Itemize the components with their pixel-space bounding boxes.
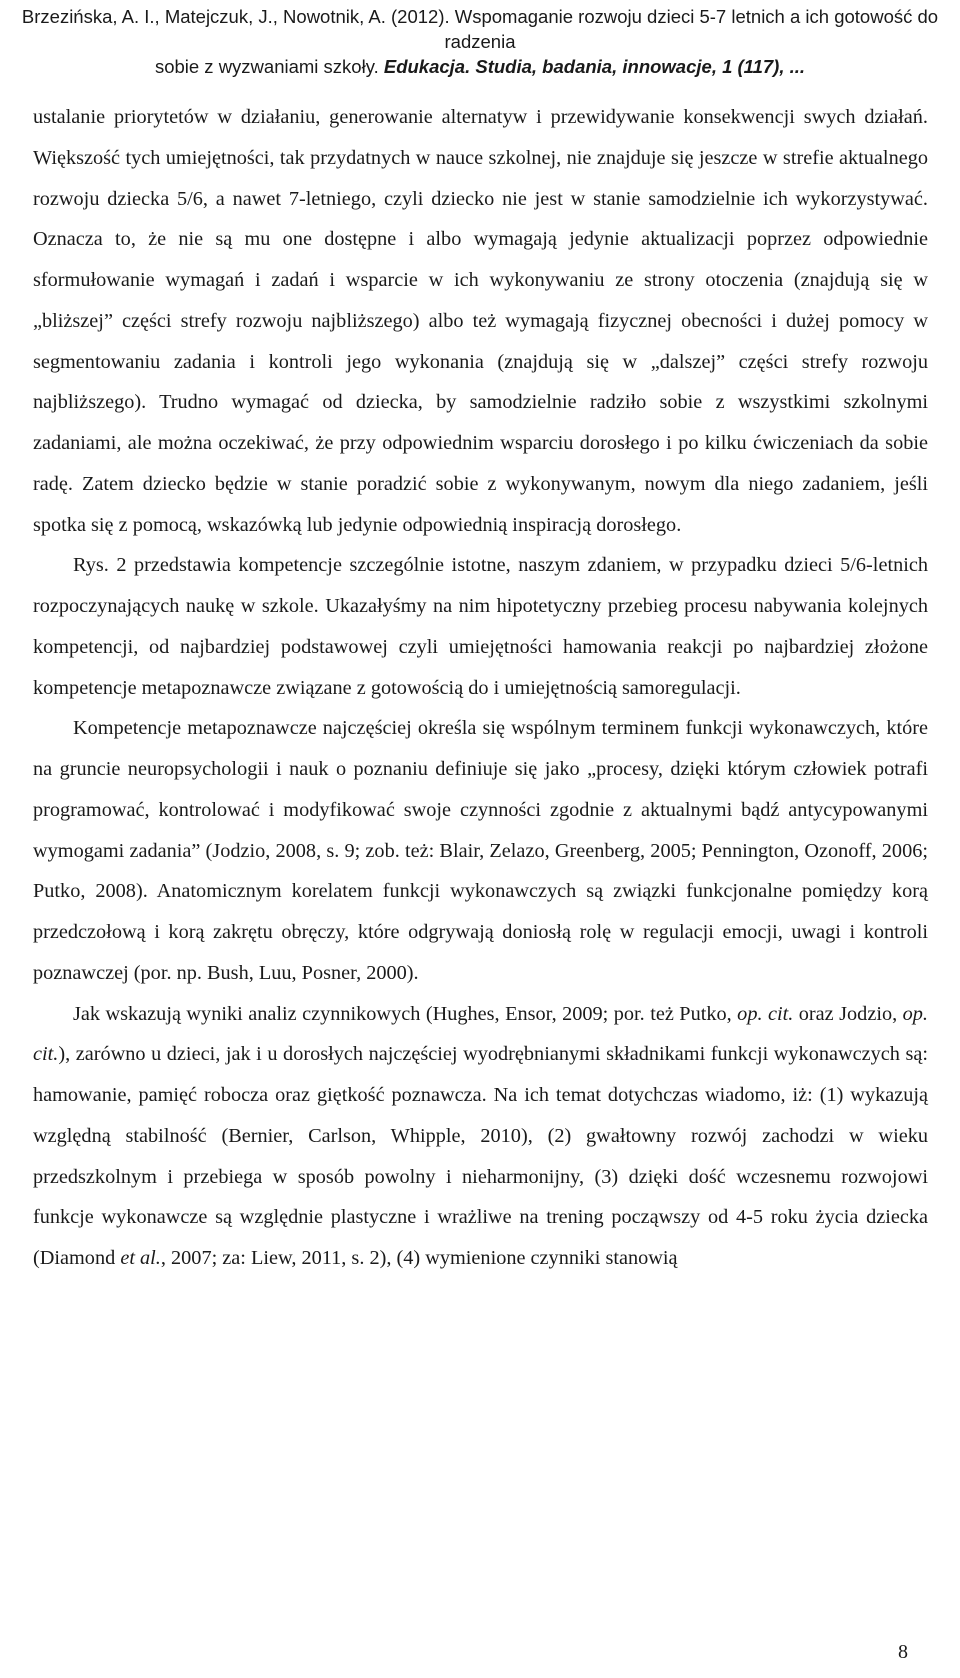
header-journal-title: Edukacja. Studia, badania, innowacje — [383, 56, 712, 77]
paragraph-4-citation-op-cit-1: op. cit. — [737, 1002, 794, 1025]
paragraph-4-text-1: Jak wskazują wyniki analiz czynnikowych (Hughes, Ensor, 2009; por. też Putko, — [73, 1002, 738, 1025]
paragraph-4 — [33, 994, 928, 1279]
paragraph-4-citation-op-cit-2: op. cit. — [33, 1002, 928, 1066]
paragraph-4-citation-et-al: et al. — [120, 1247, 161, 1269]
paragraph-2: Rys. 2 przedstawia kompetencje szczególnie istotne, naszym zdaniem, w przypadku dzieci 5/6-letnich rozpoczynających naukę w szkole. Ukazałyśmy na nim hipotetyczny przebieg procesu nabywania kolejnych kompetencji, od najbardziej podstawowej czyli umiejętności hamowania reakcji po najbardziej złożone kompetencje metapoznawcze związane z gotowością do i umiejętnością samoregulacji. — [33, 554, 928, 699]
paragraph-4-text-3: ), zarówno u dzieci, jak i u dorosłych najczęściej wyodrębnianymi składnikami funkcji wykonawczych są: hamowanie, pamięć robocza oraz giętkość poznawcza. Na ich temat dotychczas wiadomo, iż: (1) wykazują względną stabilność (Bernier, Carlson, Whipple, 2010), (2) gwałtowny rozwój zachodzi w wieku przedszkolnym i przebiega w sposób powolny i nieharmonijny, (3) dzięki dość wczesnemu rozwojowi funkcje wykonawcze są względnie plastyczne i wrażliwe na trening począwszy od 4-5 roku życia dziecka (Diamond — [33, 1043, 928, 1269]
article-body — [33, 97, 928, 1279]
header-citation-line-1: Brzezińska, A. I., Matejczuk, J., Nowotnik, A. (2012). Wspomaganie rozwoju dzieci 5-7 letnich a ich gotowość do radzenia — [21, 6, 939, 52]
paragraph-1: ustalanie priorytetów w działaniu, generowanie alternatyw i przewidywanie konsekwencji swych działań. Większość tych umiejętności, tak przydatnych w nauce szkolnej, nie znajduje się jeszcze w strefie aktualnego rozwoju dziecka 5/6, a nawet 7-letniego, czyli dziecko nie jest w stanie samodzielnie ich wykorzystywać. Oznacza to, że nie są mu one dostępne i albo wymagają jedynie aktualizacji poprzez odpowiednie sformułowanie wymagań i zadań i wsparcie w ich wykonywaniu ze strony otoczenia (znajdują się w „bliższej” części strefy rozwoju najbliższego) albo też wymagają fizycznej obecności i dużej pomocy w segmentowaniu zadania i kontroli jego wykonania (znajdują się w „dalszej” części strefy rozwoju najbliższego). Trudno wymagać od dziecka, by samodzielnie radziło sobie z wszystkimi szkolnymi zadaniami, ale można oczekiwać, że przy odpowiednim wsparciu dorosłego i po kilku ćwiczeniach da sobie radę. Zatem dziecko będzie w stanie poradzić sobie z wykonywanym, nowym dla niego zadaniem, jeśli spotka się z pomocą, wskazówką lub jedynie odpowiednią inspiracją dorosłego. — [33, 106, 928, 536]
header-journal-issue: , 1 (117), ... — [711, 56, 806, 77]
header-citation-line-2 — [0, 54, 960, 79]
paragraph-4-text-2: oraz Jodzio, — [793, 1002, 903, 1025]
running-header — [0, 4, 960, 79]
header-citation-plain: sobie z wyzwaniami szkoły. — [154, 56, 384, 77]
paragraph-3: Kompetencje metapoznawcze najczęściej określa się wspólnym terminem funkcji wykonawczych, które na gruncie neuropsychologii i nauk o poznaniu definiuje się jako „procesy, dzięki którym człowiek potrafi programować, kontrolować i modyfikować swoje czynności zgodnie z aktualnymi bądź antycypowanymi wymogami zadania” (Jodzio, 2008, s. 9; zob. też: Blair, Zelazo, Greenberg, 2005; Pennington, Ozonoff, 2006; Putko, 2008). Anatomicznym korelatem funkcji wykonawczych są związki funkcjonalne pomiędzy korą przedczołową i korą zakrętu obręczy, które odgrywają doniosłą rolę w regulacji emocji, uwagi i kontroli poznawczej (por. np. Bush, Luu, Posner, 2000). — [33, 717, 928, 984]
paragraph-4-text-4: , 2007; za: Liew, 2011, s. 2), (4) wymienione czynniki stanowią — [160, 1247, 678, 1269]
page-number: 8 — [898, 1641, 908, 1663]
